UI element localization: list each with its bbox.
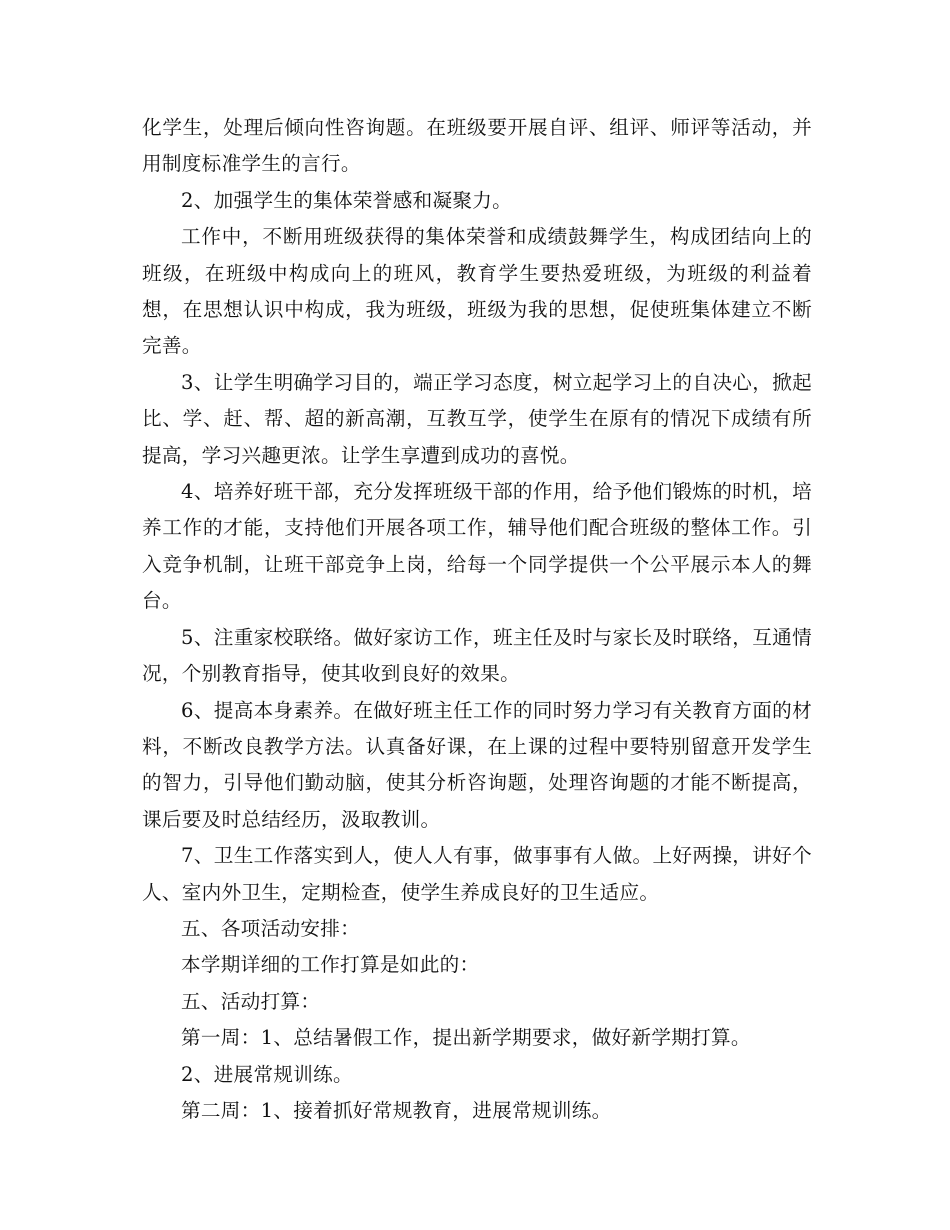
plan-week-1: 第一周：1、总结暑假工作，提出新学期要求，做好新学期打算。	[181, 1026, 751, 1050]
plan-week-1-item-2: 2、进展常规训练。	[181, 1062, 353, 1086]
paragraph-item-2-heading: 2、加强学生的集体荣誉感和凝聚力。	[181, 188, 513, 212]
plan-week-2: 第二周：1、接着抓好常规教育，进展常规训练。	[181, 1098, 612, 1122]
paragraph-item-4: 4、培养好班干部，充分发挥班级干部的作用，给予他们锻炼的时机，培养工作的才能，支持他们开展各项工作，辅导他们配合班级的整体工作。引入竞争机制，让班干部竞争上岗，给每一个同学提供一个公平展示本人的舞台。	[142, 480, 812, 613]
paragraph-item-7: 7、卫生工作落实到人，使人人有事，做事事有人做。上好两操，讲好个人、室内外卫生，定期检查，使学生养成良好的卫生适应。	[142, 844, 812, 904]
paragraph-item-6: 6、提高本身素养。在做好班主任工作的同时努力学习有关教育方面的材料，不断改良教学方法。认真备好课，在上课的过程中要特别留意开发学生的智力，引导他们勤动脑，使其分析咨询题，处理咨询题的才能不断提高，课后要及时总结经历，汲取教训。	[142, 698, 812, 831]
section-heading-activities: 五、各项活动安排：	[181, 916, 361, 940]
document-page	[142, 110, 812, 1129]
paragraph-item-3: 3、让学生明确学习目的，端正学习态度，树立起学习上的自决心，掀起比、学、赶、帮、超的新高潮，互教互学，使学生在原有的情况下成绩有所提高，学习兴趣更浓。让学生享遭到成功的喜悦。	[142, 370, 812, 467]
section-heading-activity-plan: 五、活动打算：	[181, 989, 321, 1013]
paragraph-continued-intro: 化学生，处理后倾向性咨询题。在班级要开展自评、组评、师评等活动，并用制度标准学生的言行。	[142, 116, 812, 176]
paragraph-plan-intro: 本学期详细的工作打算是如此的：	[181, 953, 480, 977]
paragraph-item-5: 5、注重家校联络。做好家访工作，班主任及时与家长及时联络，互通情况，个别教育指导，使其收到良好的效果。	[142, 625, 812, 686]
paragraph-item-2-body: 工作中，不断用班级获得的集体荣誉和成绩鼓舞学生，构成团结向上的班级，在班级中构成向上的班风，教育学生要热爱班级，为班级的利益着想，在思想认识中构成，我为班级，班级为我的思想，促使班集体建立不断完善。	[142, 225, 812, 358]
